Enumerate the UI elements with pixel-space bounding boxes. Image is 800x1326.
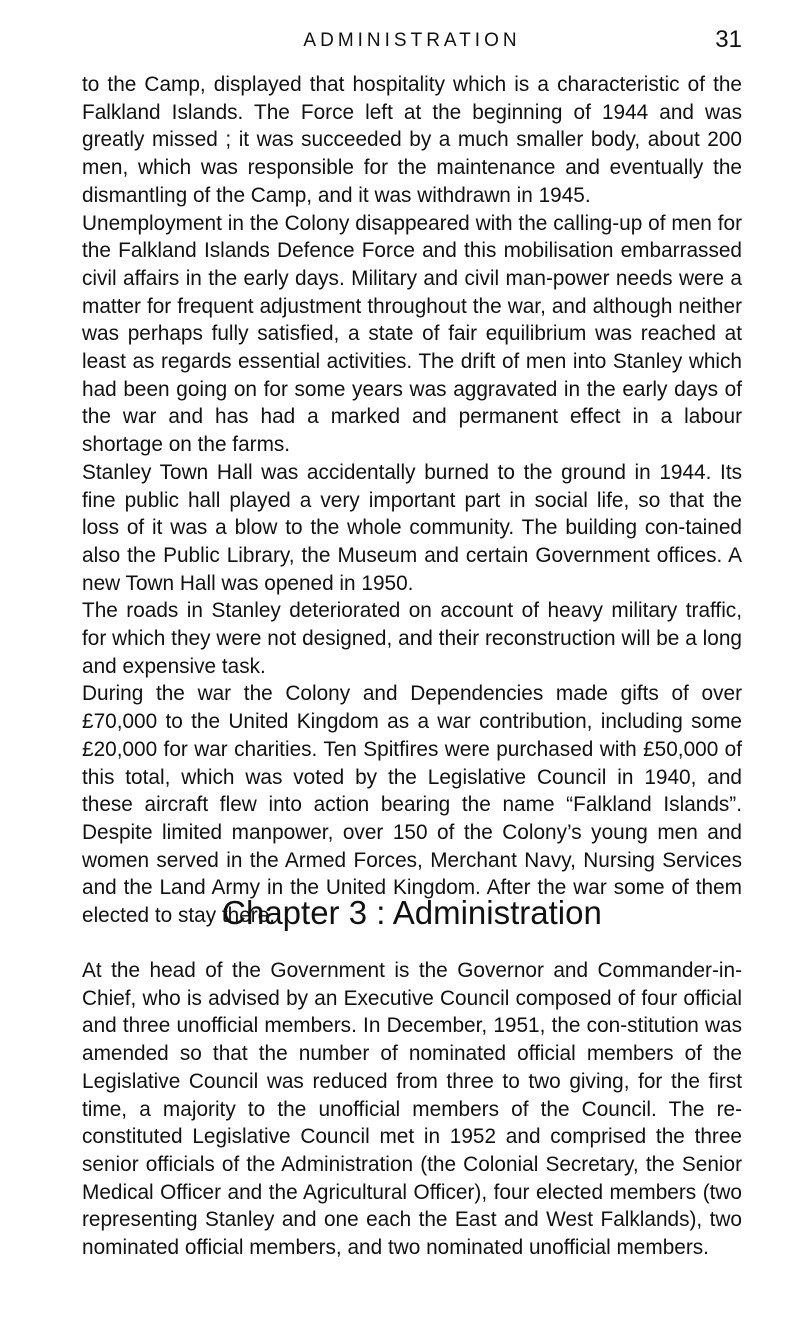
- paragraph-camp-force: to the Camp, displayed that hospitality which is a characteristic of the Falkland Islands. The Force left at the beginning of 1944 and was greatly missed ; it was succeeded by a much smaller body, about 200 men, which was responsible for the maintenance and eventually the dismantling of the Camp, and it was withdrawn in 1945.: [82, 73, 742, 207]
- paragraph-town-hall: Stanley Town Hall was accidentally burned to the ground in 1944. Its fine public hall played a very important part in social life, so that the loss of it was a blow to the whole community. The building con-tained also the Public Library, the Museum and certain Government offices. A new Town Hall was opened in 1950.: [82, 460, 742, 595]
- paragraph-unemployment: Unemployment in the Colony disappeared with the calling-up of men for the Falkland Islands Defence Force and this mobilisation embarrassed civil affairs in the early days. Military and civil man-power needs were a matter for frequent adjustment throughout the war, and although neither was perhaps fully satisfied, a state of fair equilibrium was reached at least as regards essential activities. The drift of men into Stanley which had been going on for some years was aggravated in the early days of the war and has had a marked and permanent effect in a labour shortage on the farms.: [82, 211, 742, 457]
- page-number: 31: [715, 26, 742, 53]
- paragraph-war-contribution: During the war the Colony and Dependencies made gifts of over £70,000 to the United Kingdom as a war contribution, including some £20,000 for war charities. Ten Spitfires were purchased with £50,000 of this total, which was voted by the Legislative Council in 1940, and these aircraft flew into action bearing the name “Falkland Islands”. Despite limited manpower, over 150 of the Colony’s young men and women served in the Armed Forces, Merchant Navy, Nursing Services and the Land Army in the United Kingdom. After the war some of them elected to stay there.: [82, 682, 742, 928]
- paragraph-government: At the head of the Government is the Governor and Commander-in-Chief, who is advised by an Executive Council composed of four official and three unofficial members. In December, 1951, the con-stitution was amended so that the number of nominated official members of the Legislative Council was reduced from three to two giving, for the first time, a majority to the unofficial members of the Council. The re-constituted Legislative Council met in 1952 and comprised the three senior officials of the Administration (the Colonial Secretary, the Senior Medical Officer and the Agricultural Officer), four elected members (two representing Stanley and one each the East and West Falklands), two nominated official members, and two nominated unofficial members.: [82, 959, 742, 1260]
- running-title: ADMINISTRATION: [303, 30, 521, 51]
- chapter-heading: Chapter 3 : Administration: [222, 894, 602, 931]
- paragraph-roads: The roads in Stanley deteriorated on account of heavy military traffic, for which they were not designed, and their reconstruction will be a long and expensive task.: [82, 599, 742, 678]
- running-header: [82, 26, 742, 62]
- war-years-section: [82, 71, 742, 930]
- administration-section: [82, 957, 742, 1262]
